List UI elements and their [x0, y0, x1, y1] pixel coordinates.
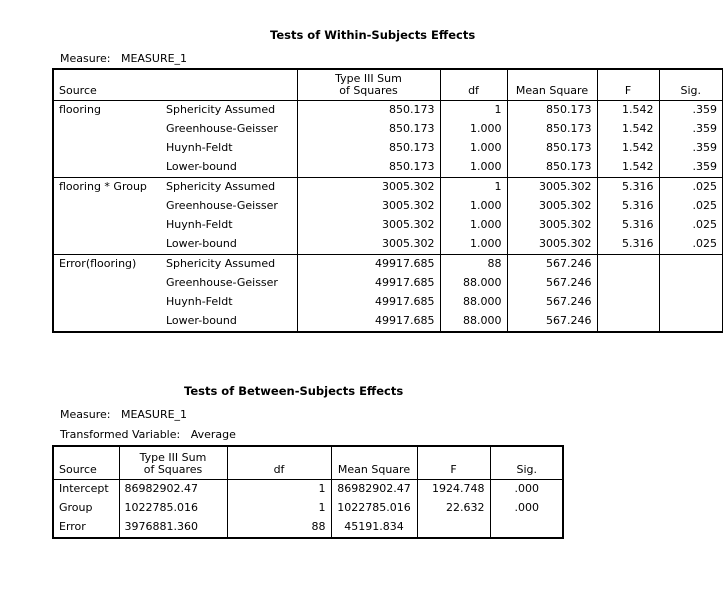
cell-df: 1.000	[440, 197, 507, 216]
cell-ss: 49917.685	[297, 254, 440, 274]
cell-df: 1	[440, 100, 507, 120]
table-row	[53, 254, 723, 274]
cell-f: 5.316	[597, 177, 659, 197]
row-correction: Sphericity Assumed	[166, 103, 276, 116]
between-header-df: df	[227, 446, 331, 479]
cell-ss: 3005.302	[297, 197, 440, 216]
cell-ms: 850.173	[507, 120, 597, 139]
row-source: Intercept	[59, 482, 109, 495]
within-header-df: df	[440, 69, 507, 100]
cell-f: 1.542	[597, 139, 659, 158]
cell-df: 88.000	[440, 312, 507, 332]
cell-f	[597, 274, 659, 293]
cell-ms: 3005.302	[507, 216, 597, 235]
cell-df: 1	[227, 499, 331, 518]
cell-ss: 86982902.47	[119, 479, 227, 499]
cell-ss: 3005.302	[297, 177, 440, 197]
cell-ms: 1022785.016	[331, 499, 417, 518]
cell-sig	[659, 312, 723, 332]
cell-ss: 850.173	[297, 158, 440, 178]
cell-sig	[490, 518, 563, 538]
cell-ms: 567.246	[507, 274, 597, 293]
row-correction: Greenhouse-Geisser	[166, 122, 278, 135]
cell-sig: .359	[659, 100, 723, 120]
cell-ms: 45191.834	[331, 518, 417, 538]
cell-df: 88.000	[440, 293, 507, 312]
cell-sig	[659, 274, 723, 293]
cell-ms: 850.173	[507, 100, 597, 120]
cell-sig: .359	[659, 120, 723, 139]
between-header-ss: Type III Sum of Squares	[119, 446, 227, 479]
cell-ss: 850.173	[297, 100, 440, 120]
cell-ms: 86982902.47	[331, 479, 417, 499]
cell-sig: .359	[659, 158, 723, 178]
cell-sig: .025	[659, 235, 723, 255]
between-header-ms: Mean Square	[331, 446, 417, 479]
table-row	[53, 100, 723, 120]
cell-sig: .000	[490, 499, 563, 518]
cell-df: 1.000	[440, 158, 507, 178]
cell-ss: 49917.685	[297, 274, 440, 293]
cell-df: 1	[440, 177, 507, 197]
within-table	[52, 68, 723, 333]
between-table	[52, 445, 564, 539]
table-row	[53, 499, 563, 518]
row-correction: Greenhouse-Geisser	[166, 199, 278, 212]
between-header-f: F	[417, 446, 490, 479]
cell-df: 1.000	[440, 235, 507, 255]
cell-f: 22.632	[417, 499, 490, 518]
cell-df: 88	[440, 254, 507, 274]
row-source: flooring	[59, 102, 101, 116]
within-measure-value: MEASURE_1	[120, 52, 188, 65]
cell-df: 1.000	[440, 216, 507, 235]
row-correction: Huynh-Feldt	[166, 218, 233, 231]
row-correction: Huynh-Feldt	[166, 295, 233, 308]
between-transformed-label: Transformed Variable:	[60, 428, 181, 441]
within-header-sig: Sig.	[659, 69, 723, 100]
between-measure	[60, 408, 187, 421]
cell-f: 1.542	[597, 158, 659, 178]
row-correction: Lower-bound	[166, 160, 237, 173]
cell-sig	[659, 293, 723, 312]
cell-ss: 1022785.016	[119, 499, 227, 518]
table-row	[53, 479, 563, 499]
cell-ms: 567.246	[507, 312, 597, 332]
cell-df: 88	[227, 518, 331, 538]
within-measure	[60, 52, 187, 65]
cell-f: 1924.748	[417, 479, 490, 499]
cell-ss: 3005.302	[297, 235, 440, 255]
cell-sig: .025	[659, 216, 723, 235]
cell-sig	[659, 254, 723, 274]
between-measure-value: MEASURE_1	[120, 408, 188, 421]
row-correction: Huynh-Feldt	[166, 141, 233, 154]
cell-ms: 850.173	[507, 158, 597, 178]
within-header-ss: Type III Sum of Squares	[297, 69, 440, 100]
table-row	[53, 177, 723, 197]
cell-sig: .359	[659, 139, 723, 158]
row-source: Error	[59, 520, 86, 533]
cell-df: 1.000	[440, 139, 507, 158]
cell-df: 88.000	[440, 274, 507, 293]
cell-ss: 49917.685	[297, 312, 440, 332]
cell-ss: 850.173	[297, 139, 440, 158]
cell-f	[597, 312, 659, 332]
cell-df: 1.000	[440, 120, 507, 139]
row-correction: Sphericity Assumed	[161, 254, 297, 274]
cell-f	[417, 518, 490, 538]
within-header-ms: Mean Square	[507, 69, 597, 100]
cell-f: 5.316	[597, 235, 659, 255]
cell-sig: .025	[659, 177, 723, 197]
cell-ms: 850.173	[507, 139, 597, 158]
cell-ms: 567.246	[507, 293, 597, 312]
between-transformed	[60, 428, 236, 441]
cell-sig: .025	[659, 197, 723, 216]
cell-f: 5.316	[597, 216, 659, 235]
cell-f: 1.542	[597, 100, 659, 120]
cell-ms: 567.246	[507, 254, 597, 274]
cell-df: 1	[227, 479, 331, 499]
row-source: flooring * Group	[53, 177, 161, 254]
cell-ss: 3976881.360	[119, 518, 227, 538]
cell-sig: .000	[490, 479, 563, 499]
cell-ms: 3005.302	[507, 235, 597, 255]
row-correction: Lower-bound	[166, 314, 237, 327]
between-title: Tests of Between-Subjects Effects	[184, 384, 404, 398]
cell-ms: 3005.302	[507, 197, 597, 216]
cell-ss: 49917.685	[297, 293, 440, 312]
cell-ss: 3005.302	[297, 216, 440, 235]
row-correction: Sphericity Assumed	[161, 177, 297, 197]
between-header-source: Source	[53, 446, 119, 479]
row-correction: Greenhouse-Geisser	[166, 276, 278, 289]
within-title: Tests of Within-Subjects Effects	[270, 28, 476, 42]
within-measure-label: Measure:	[60, 52, 111, 65]
between-header-sig: Sig.	[490, 446, 563, 479]
table-row	[53, 518, 563, 538]
row-source: Group	[59, 501, 93, 514]
row-source: Error(flooring)	[53, 254, 161, 332]
between-transformed-value: Average	[190, 428, 236, 441]
between-measure-label: Measure:	[60, 408, 111, 421]
cell-f	[597, 254, 659, 274]
cell-f: 5.316	[597, 197, 659, 216]
cell-ss: 850.173	[297, 120, 440, 139]
cell-ms: 3005.302	[507, 177, 597, 197]
cell-f: 1.542	[597, 120, 659, 139]
within-header-source: Source	[53, 69, 297, 100]
within-header-f: F	[597, 69, 659, 100]
row-correction: Lower-bound	[166, 237, 237, 250]
cell-f	[597, 293, 659, 312]
